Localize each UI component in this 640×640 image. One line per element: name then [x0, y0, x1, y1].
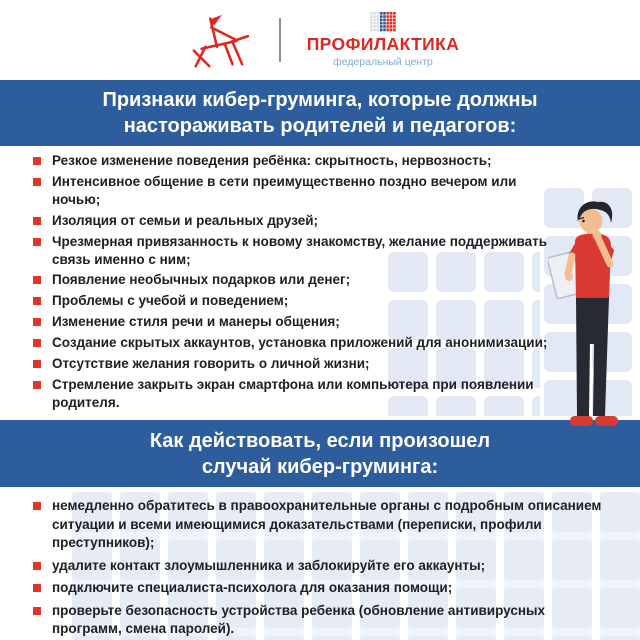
- bullet-square-icon: [33, 217, 41, 225]
- list-item-text: проверьте безопасность устройства ребенка (обновление антивирусных программ, смена паролей).: [52, 602, 546, 636]
- list-item-text: немедленно обратитесь в правоохранительные органы с подробным описанием ситуации и всеми имеющимися доказательствами (переписки, профили преступников);: [52, 498, 602, 550]
- list-item: [33, 271, 566, 289]
- list-item-text: Отсутствие желания говорить о личной жизни;: [52, 356, 370, 372]
- list-item: [33, 376, 566, 412]
- list-item: [33, 313, 566, 331]
- pixel-grid-icon: [370, 12, 396, 32]
- chair-logo-icon: [181, 10, 253, 70]
- list-item-text: Стремление закрыть экран смартфона или компьютера при появлении родителя.: [52, 376, 534, 410]
- list-item: [33, 497, 612, 553]
- brand-name: ПРОФИЛАКТИКА: [306, 34, 460, 54]
- list-item-text: подключите специалиста-психолога для оказания помощи;: [52, 580, 453, 595]
- list-item-text: Изменение стиля речи и манеры общения;: [52, 314, 340, 330]
- list-item: [33, 334, 566, 352]
- bullet-square-icon: [33, 318, 41, 326]
- bullet-square-icon: [33, 238, 41, 246]
- title-line: Признаки кибер-груминга, которые должны: [102, 89, 538, 111]
- signs-list: [33, 152, 566, 415]
- list-item-text: Изоляция от семьи и реальных друзей;: [52, 212, 319, 228]
- list-item-text: Резкое изменение поведения ребёнка: скрытность, нервозность;: [52, 153, 492, 168]
- list-item: [33, 152, 566, 170]
- header: [0, 0, 640, 80]
- section-title-signs: [0, 80, 640, 146]
- bullet-square-icon: [33, 584, 41, 592]
- list-item: [33, 212, 566, 230]
- bullet-square-icon: [33, 157, 41, 165]
- title-line: случай кибер-груминга:: [201, 455, 439, 478]
- bullet-square-icon: [33, 502, 41, 510]
- list-item: [33, 557, 612, 576]
- list-item: [33, 173, 566, 209]
- bullet-square-icon: [33, 297, 41, 305]
- section-title-actions: [0, 420, 640, 487]
- bullet-square-icon: [33, 381, 41, 389]
- list-item: [33, 579, 612, 598]
- list-item-text: Проблемы с учебой и поведением;: [52, 293, 289, 309]
- list-item: [33, 233, 566, 269]
- brand-block: [307, 12, 460, 68]
- list-item-text: Появление необычных подарков или денег;: [52, 272, 351, 288]
- person-illustration: [548, 198, 634, 434]
- list-item: [33, 292, 566, 310]
- logo-divider: [279, 18, 281, 62]
- title-line: настораживать родителей и педагогов:: [123, 115, 517, 137]
- list-item-text: Интенсивное общение в сети преимущественно поздно вечером или ночью;: [52, 173, 517, 207]
- title-line: Как действовать, если произошел: [149, 429, 491, 452]
- bullet-square-icon: [33, 276, 41, 284]
- list-item: [33, 355, 566, 373]
- list-item-text: удалите контакт злоумышленника и заблокируйте его аккаунты;: [52, 557, 486, 573]
- list-item-text: Чрезмерная привязанность к новому знакомству, желание поддерживать связь именно с ним;: [52, 233, 548, 267]
- bullet-square-icon: [33, 339, 41, 347]
- actions-list: [33, 497, 612, 640]
- bullet-square-icon: [33, 178, 41, 186]
- list-item: [33, 602, 612, 639]
- list-item-text: Создание скрытых аккаунтов, установка приложений для анонимизации;: [52, 335, 548, 351]
- brand-subtitle: федеральный центр: [333, 56, 433, 68]
- bullet-square-icon: [33, 360, 41, 368]
- bullet-square-icon: [33, 562, 41, 570]
- bullet-square-icon: [33, 607, 41, 615]
